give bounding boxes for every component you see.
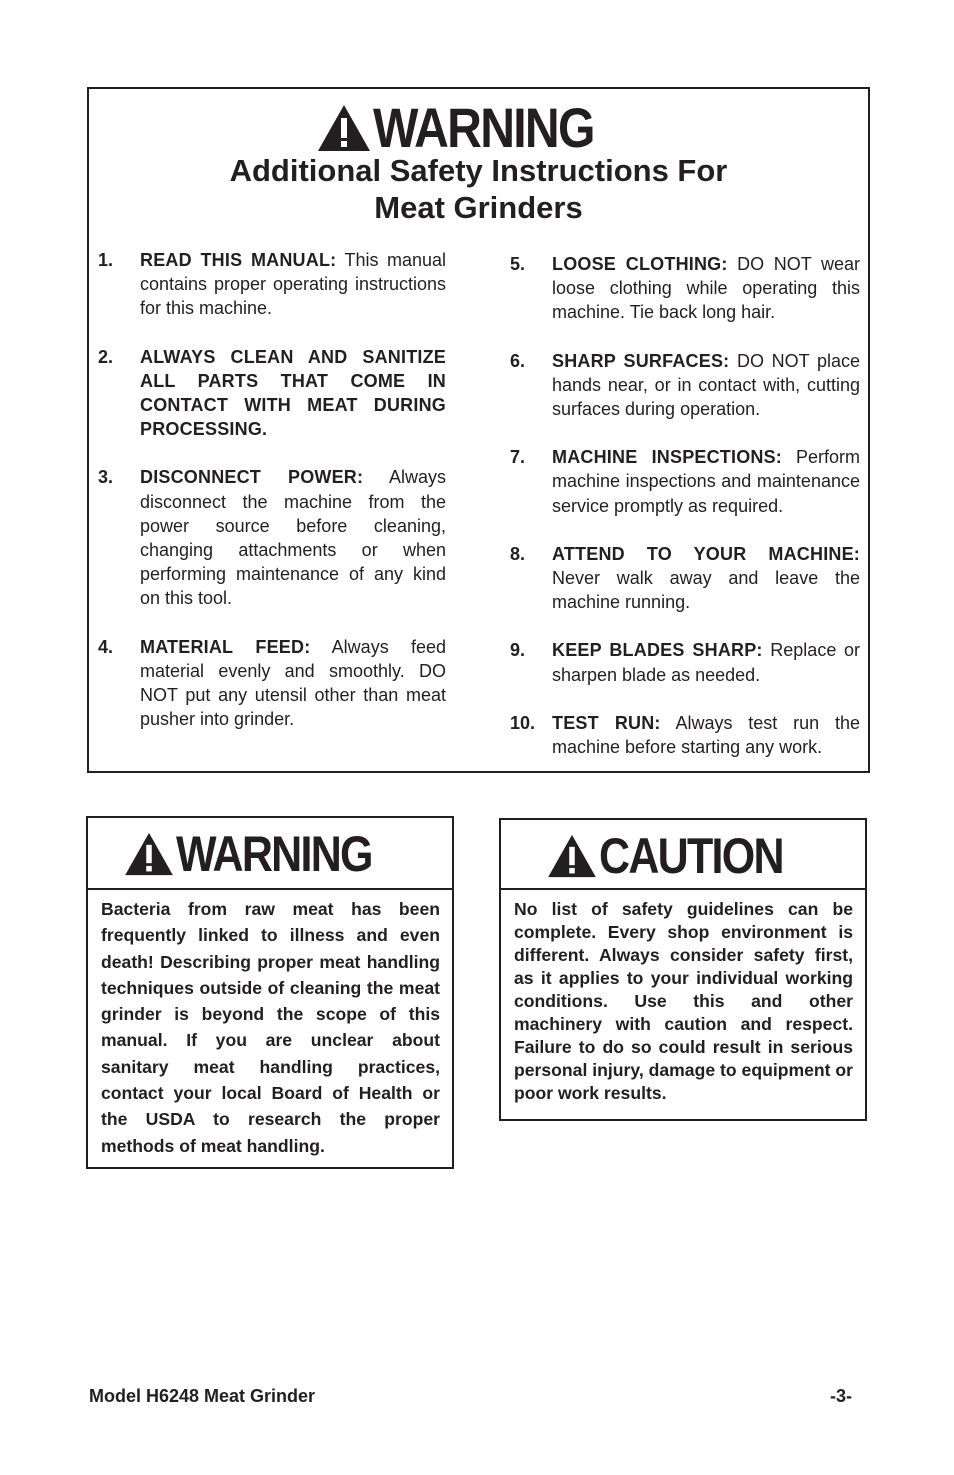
warning-header [88, 818, 452, 890]
warning-banner [88, 828, 452, 880]
item-text: DO NOT wear loose clothing while operating this machine. Tie back long hair. [552, 254, 860, 323]
warning-triangle-icon [547, 834, 597, 878]
instructions-left-column [98, 248, 446, 755]
item-label: DISCONNECT POWER: [140, 467, 364, 488]
item-number: 2. [98, 346, 114, 367]
page-number: -3- [830, 1386, 852, 1406]
warning-triangle-icon [317, 104, 371, 152]
instruction-item [510, 711, 860, 759]
item-label: MATERIAL FEED: [140, 636, 311, 657]
item-label: TEST RUN: [552, 712, 661, 733]
item-number: 7. [510, 447, 526, 468]
instruction-item [98, 248, 446, 321]
instruction-item [98, 465, 446, 610]
instruction-item [510, 445, 860, 518]
item-text: Always feed material evenly and smoothly. DO NOT put any utensil other than meat pusher into grinder. [140, 636, 446, 730]
warning-triangle-icon [124, 832, 174, 876]
instruction-item [98, 635, 446, 732]
bacteria-warning-text: Bacteria from raw meat has been frequently linked to illness and even death! Describing proper meat handling techniques outside of cleaning the meat grinder is beyond the scope of this manual. If you are unclear about sanitary meat handling practices, contact your local Board of Health or the USDA to research the proper methods of meat handling. [101, 899, 440, 1156]
item-label: LOOSE CLOTHING: [552, 254, 728, 274]
instruction-item [510, 252, 860, 325]
item-label: SHARP SURFACES: [552, 350, 730, 371]
item-label: READ THIS MANUAL: [140, 250, 337, 270]
item-text: This manual contains proper operating instructions for this machine. [140, 250, 447, 319]
caution-box [499, 818, 867, 1121]
instructions-right-column [510, 252, 860, 783]
item-number: 8. [510, 543, 526, 564]
instruction-item [510, 542, 860, 615]
item-number: 5. [510, 254, 526, 274]
instruction-item [510, 349, 860, 422]
item-label: ATTEND TO YOUR MACHINE: [552, 543, 860, 564]
caution-title: CAUTION [599, 828, 783, 884]
instruction-item [98, 345, 446, 442]
section-subtitle-line1: Additional Safety Instructions For [229, 153, 728, 188]
item-text: Always disconnect the machine from the power source before cleaning, changing attachments or when performing maintenance of any kind on this tool. [140, 467, 446, 609]
item-text: DO NOT place hands near, or in contact with, cutting surfaces during operation. [552, 350, 860, 420]
item-number: 1. [98, 250, 114, 270]
item-number: 10. [510, 712, 536, 733]
warning-title: WARNING [176, 826, 372, 882]
item-text: Always test run the machine before starting any work. [552, 712, 861, 758]
footer-model: Model H6248 Meat Grinder [89, 1386, 316, 1406]
instruction-item [510, 638, 860, 686]
section-subtitle-line2: Meat Grinders [374, 190, 583, 225]
item-number: 9. [510, 640, 526, 661]
bacteria-warning-box [86, 816, 454, 1169]
item-label: ALWAYS CLEAN AND SANITIZE ALL PARTS THAT COME IN CONTACT WITH MEAT DURING PROCESSING. [140, 346, 446, 440]
item-number: 3. [98, 467, 114, 488]
caution-banner [501, 830, 865, 882]
item-number: 6. [510, 350, 526, 371]
warning-banner [89, 96, 868, 159]
item-label: KEEP BLADES SHARP: [552, 640, 763, 661]
item-text: Perform machine inspections and maintenance service promptly as required. [552, 447, 860, 516]
item-text: Replace or sharpen blade as needed. [552, 640, 860, 685]
caution-header [501, 820, 865, 890]
caution-text: No list of safety guidelines can be complete. Every shop environment is different. Always consider safety first, as it applies to your individual working conditions. Use this and other machinery with caution and respect. Failure to do so could result in serious personal injury, damage to equipment or poor work results. [514, 899, 853, 1103]
item-number: 4. [98, 636, 114, 657]
warning-title: WARNING [372, 96, 594, 159]
item-label: MACHINE INSPECTIONS: [552, 447, 782, 468]
item-text: Never walk away and leave the machine running. [552, 568, 860, 613]
